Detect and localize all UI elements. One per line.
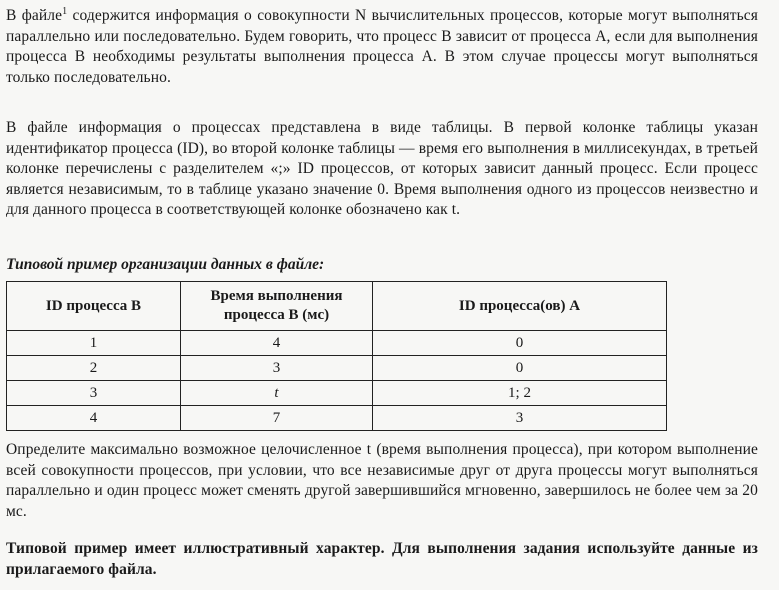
question-paragraph: Определите максимально возможное целочисленное t (время выполнения процесса), при котором выполнение всей совокупности процессов, при условии, что все независимые друг от друга процессы могут выполняться параллельно и один процесс может сменять другой завершившийся мгновенно, завершилось не более чем за 20 мс. [6, 441, 758, 520]
table-header-row [7, 282, 667, 331]
cell-time: 4 [181, 331, 373, 356]
intro-paragraph [6, 6, 758, 88]
cell-deps: 3 [373, 406, 667, 431]
cell-time: 7 [181, 406, 373, 431]
cell-id: 2 [7, 356, 181, 381]
footnote-mark: 1 [62, 5, 68, 17]
example-table [6, 281, 667, 431]
note-paragraph: Типовой пример имеет иллюстративный характер. Для выполнения задания используйте данные из прилагаемого файла. [6, 540, 758, 578]
cell-deps: 1; 2 [373, 381, 667, 406]
table-row [7, 381, 667, 406]
cell-time: t [181, 381, 373, 406]
intro-text: содержится информация о совокупности N вычислительных процессов, которые могут выполняться параллельно или последовательно. Будем говорить, что процесс B зависит от процесса A, если для выполнения процесса B необходимы результаты выполнения процесса A. В этом случае процессы могут выполняться только последовательно. [6, 7, 758, 86]
intro-start: В файле [6, 7, 63, 24]
header-id-b: ID процесса B [7, 282, 181, 331]
table-row [7, 406, 667, 431]
cell-id: 3 [7, 381, 181, 406]
table-caption: Типовой пример организации данных в файле: [6, 256, 325, 273]
cell-time: 3 [181, 356, 373, 381]
table-row [7, 331, 667, 356]
cell-deps: 0 [373, 356, 667, 381]
header-time-b: Время выполнения процесса B (мс) [181, 282, 373, 331]
cell-id: 1 [7, 331, 181, 356]
format-paragraph: В файле информация о процессах представлена в виде таблицы. В первой колонке таблицы указан идентификатор процесса (ID), во второй колонке таблицы — время его выполнения в миллисекундах, в третьей колонке перечислены с разделителем «;» ID процессов, от которых зависит данный процесс. Если процесс является независимым, то в таблице указано значение 0. Время выполнения одного из процессов неизвестно и для данного процесса в соответствующей колонке обозначено как t. [6, 119, 758, 218]
cell-deps: 0 [373, 331, 667, 356]
table-row [7, 356, 667, 381]
header-id-a: ID процесса(ов) A [373, 282, 667, 331]
cell-id: 4 [7, 406, 181, 431]
